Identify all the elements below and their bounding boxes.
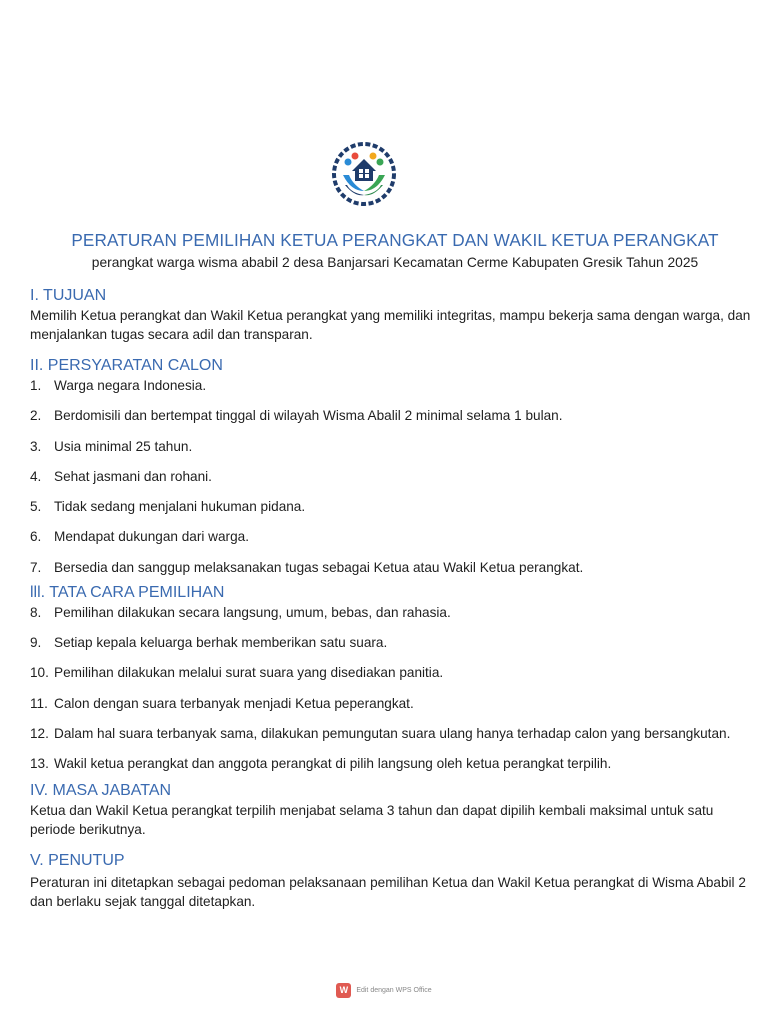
section-heading-penutup: V. PENUTUP [30, 852, 125, 870]
list-item: 11. Calon dengan suara terbanyak menjadi Ketua peperangkat. [30, 695, 414, 711]
wps-footer-text: Edit dengan WPS Office [356, 987, 432, 994]
section-heading-masa: IV. MASA JABATAN [30, 782, 172, 800]
list-item: 13. Wakil ketua perangkat dan anggota perangkat di pilih langsung oleh ketua perangkat terpilih. [30, 756, 612, 772]
list-item: 2. Berdomisili dan bertempat tinggal di wilayah Wisma Abalil 2 minimal selama 1 bulan. [30, 408, 563, 424]
persyaratan-list [30, 376, 756, 580]
page-subtitle: perangkat warga wisma ababil 2 desa Banjarsari Kecamatan Cerme Kabupaten Gresik Tahun 2025 [91, 255, 699, 270]
section-heading-persyaratan: II. PERSYARATAN CALON [30, 357, 223, 374]
section-text-tujuan: Memilih Ketua perangkat dan Wakil Ketua perangkat yang memiliki integritas, mampu bekerja sama dengan warga, dan menjalankan tugas secara adil dan transparan. [30, 308, 751, 342]
list-item: 10. Pemilihan dilakukan melalui surat suara yang disediakan panitia. [30, 665, 444, 681]
list-item: 3. Usia minimal 25 tahun. [30, 438, 193, 454]
section-heading-tujuan: I. TUJUAN [30, 287, 107, 304]
list-item: 12. Dalam hal suara terbanyak sama, dilakukan pemungutan suara ulang hanya terhadap calon yang bersangkutan. [30, 725, 731, 741]
list-item: 5. Tidak sedang menjalani hukuman pidana. [30, 499, 306, 515]
section-heading-tatacara: lll. TATA CARA PEMILIHAN [30, 583, 225, 601]
section-text-penutup: Peraturan ini ditetapkan sebagai pedoman pelaksanaan pemilihan Ketua dan Wakil Ketua perangkat di Wisma Ababil 2 dan berlaku sejak tanggal ditetapkan. [30, 875, 746, 910]
community-house-logo-icon [331, 141, 397, 207]
list-item: 9. Setiap kepala keluarga berhak memberikan satu suara. [30, 635, 388, 651]
wps-footer[interactable] [0, 983, 768, 998]
list-item: 7. Bersedia dan sanggup melaksanakan tugas sebagai Ketua atau Wakil Ketua perangkat. [30, 559, 584, 575]
wps-office-icon: W [336, 983, 351, 998]
list-item: 8. Pemilihan dilakukan secara langsung, umum, bebas, dan rahasia. [30, 604, 451, 620]
list-item: 1. Warga negara Indonesia. [30, 378, 207, 393]
list-item: 6. Mendapat dukungan dari warga. [30, 529, 249, 545]
section-text-masa: Ketua dan Wakil Ketua perangkat terpilih menjabat selama 3 tahun dan dapat dipilih kembali maksimal untuk satu periode berikutnya. [30, 803, 714, 838]
tatacara-list [30, 603, 756, 776]
page-title: PERATURAN PEMILIHAN KETUA PERANGKAT DAN WAKIL KETUA PERANGKAT [71, 230, 719, 250]
list-item: 4. Sehat jasmani dan rohani. [30, 468, 212, 484]
document-body [30, 286, 756, 911]
